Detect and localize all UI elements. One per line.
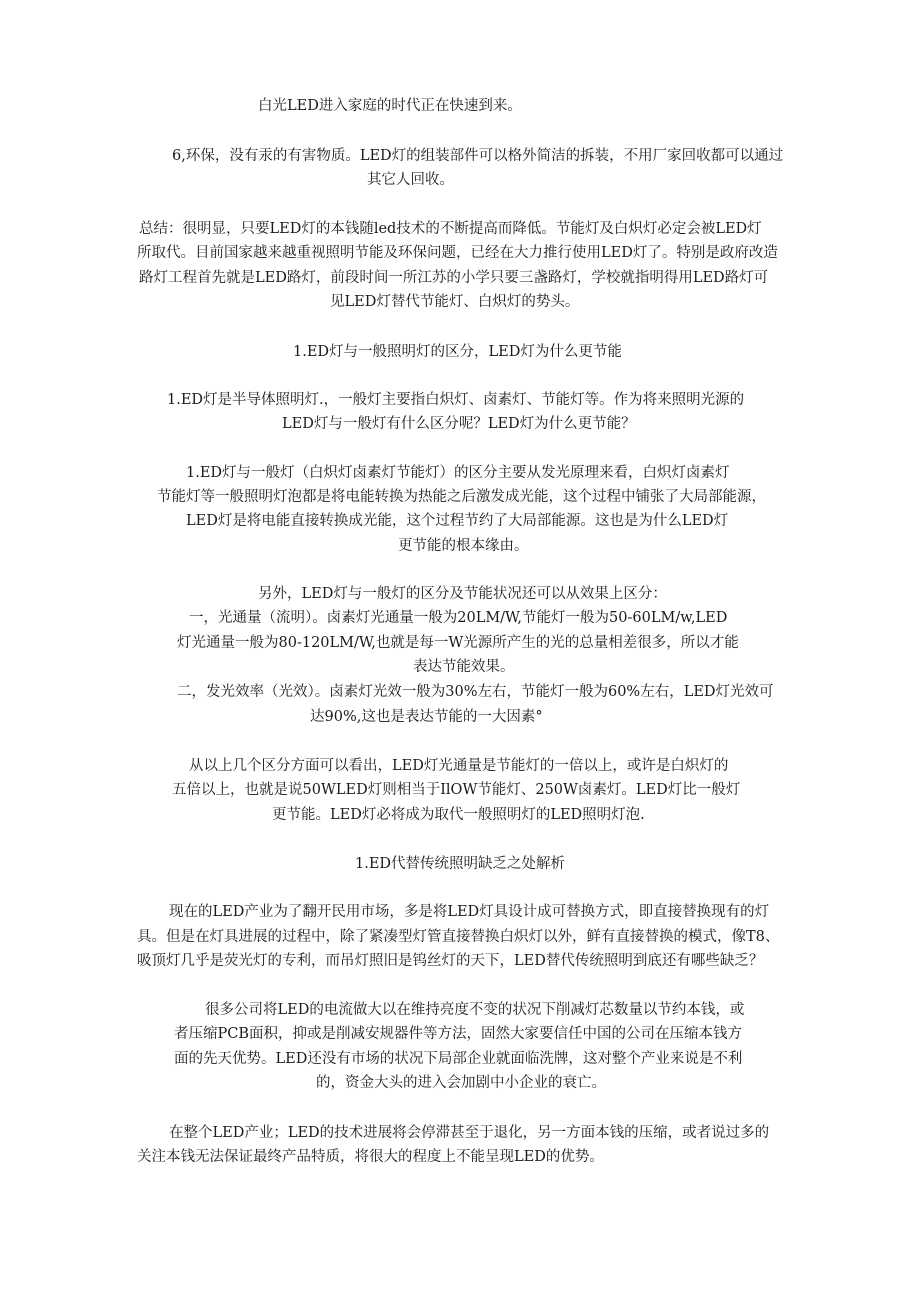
text-line: 另外，LED灯与一般灯的区分及节能状况还可以从效果上区分： — [258, 586, 667, 602]
text-line: 者压缩PCB面积，抑或是削减安规器件等方法，固然大家要信任中国的公司在压缩本钱方 — [174, 1026, 743, 1042]
text-line: 达90%,这也是表达节能的一大因素° — [310, 709, 543, 725]
text-line: 现在的LED产业为了翻开民用市场，多是将LED灯具设计成可替换方式，即直接替换现有的灯 — [169, 904, 770, 920]
text-line: 总结：很明显，只要LED灯的本钱随led技术的不断提高而降低。节能灯及白炽灯必定会被LED灯 — [139, 221, 762, 237]
text-line: 吸顶灯几乎是荧光灯的专利，而吊灯照旧是钨丝灯的天下，LED替代传统照明到底还有哪些缺乏？ — [137, 953, 764, 969]
text-line: 二，发光效率（光效）。卤素灯光效一般为30%左右，节能灯一般为60%左右，LED灯光效可 — [177, 684, 774, 700]
text-line: 所取代。目前国家越来越重视照明节能及环保问题，已经在大力推行使用LED灯了。特别是政府改造 — [137, 245, 778, 261]
text-line: 一，光通量（流明）。卤素灯光通量一般为20LM/W,节能灯一般为50-60LM/w,LED — [189, 610, 728, 626]
text-line: LED灯与一般灯有什么区分呢？LED灯为什么更节能？ — [282, 416, 636, 432]
text-line: 路灯工程首先就是LED路灯，前段时间一所江苏的小学只要三盏路灯，学校就指明得用LED路灯可 — [139, 270, 769, 286]
text-line: 更节能。LED灯必将成为取代一般照明灯的LED照明灯泡. — [272, 807, 645, 823]
text-line: 白光LED进入家庭的时代正在快速到来。 — [258, 98, 522, 114]
text-line: 表达节能效果。 — [413, 659, 515, 675]
text-line: 更节能的根本缘由。 — [398, 538, 529, 554]
text-line: 节能灯等一般照明灯泡都是将电能转换为热能之后激发成光能，这个过程中铺张了大局部能源， — [157, 489, 766, 505]
section-heading: 1.ED灯与一般照明灯的区分，LED灯为什么更节能 — [293, 344, 622, 360]
text-line: 灯光通量一般为80-120LM/W,也就是每一W光源所产生的光的总量相差很多，所以才能 — [177, 635, 739, 651]
text-line: 其它人回收。 — [367, 172, 454, 188]
text-line: 五倍以上，也就是说50WLED灯则相当于IlOW节能灯、250W卤素灯。LED灯比一般灯 — [172, 782, 741, 798]
text-line: 6,环保，没有汞的有害物质。LED灯的组装部件可以格外简洁的拆装，不用厂家回收都可以通过 — [172, 148, 784, 164]
text-line: 1.ED灯是半导体照明灯.，一般灯主要指白炽灯、卤素灯、节能灯等。作为将来照明光源的 — [167, 392, 745, 408]
text-line: 关注本钱无法保证最终产品特质，将很大的程度上不能呈现LED的优势。 — [137, 1149, 604, 1165]
text-line: 1.ED灯与一般灯（白炽灯卤素灯节能灯）的区分主要从发光原理来看，白炽灯卤素灯 — [186, 465, 730, 481]
text-line: 很多公司将LED的电流做大以在维持亮度不变的状况下削减灯芯数量以节约本钱，或 — [205, 1002, 745, 1018]
text-line: 在整个LED产业；LED的技术进展将会停滞甚至于退化，另一方面本钱的压缩，或者说过多的 — [169, 1125, 770, 1141]
section-heading: 1.ED代替传统照明缺乏之处解析 — [355, 856, 566, 872]
text-line: 具。但是在灯具进展的过程中，除了紧凑型灯管直接替换白炽灯以外，鲜有直接替换的模式，像T8、 — [137, 929, 780, 945]
text-line: 的，资金大头的进入会加剧中小企业的衰亡。 — [316, 1075, 606, 1091]
text-line: 见LED灯替代节能灯、白炽灯的势头。 — [330, 294, 580, 310]
text-line: 面的先天优势。LED还没有市场的状况下局部企业就面临洗牌，这对整个产业来说是不利 — [174, 1051, 743, 1067]
text-line: 从以上几个区分方面可以看出，LED灯光通量是节能灯的一倍以上，或许是白炽灯的 — [189, 758, 729, 774]
text-line: LED灯是将电能直接转换成光能，这个过程节约了大局部能源。这也是为什么LED灯 — [186, 513, 729, 529]
